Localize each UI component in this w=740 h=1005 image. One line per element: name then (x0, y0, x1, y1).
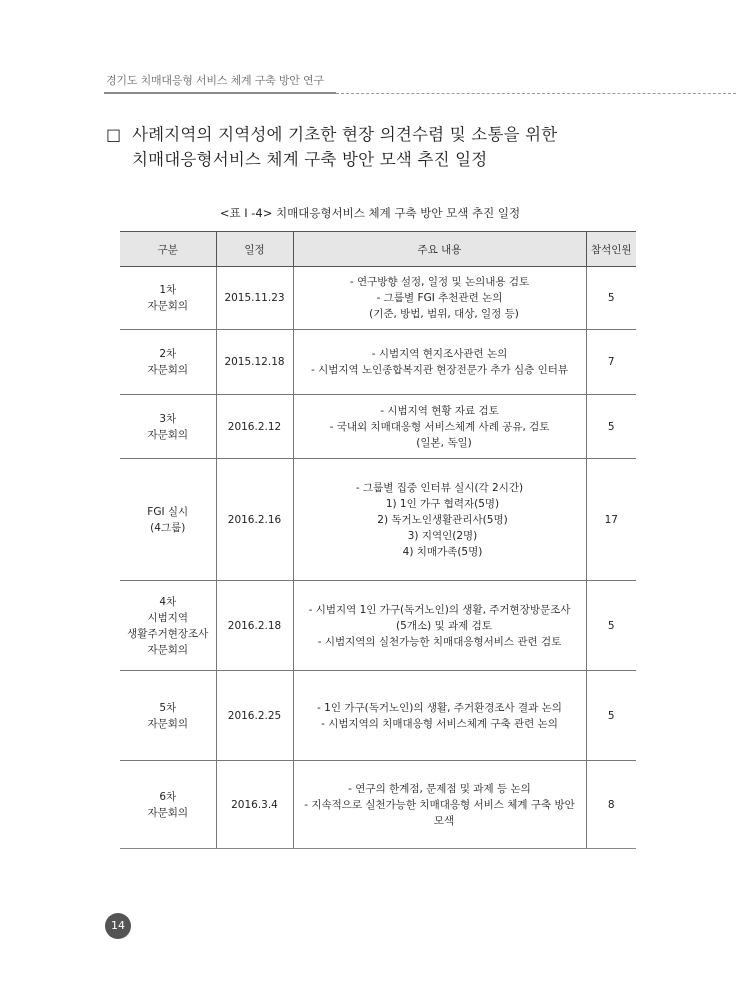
content-line: (기준, 방법, 범위, 대상, 일정 등) (369, 308, 519, 320)
header-content: 주요 내용 (293, 232, 586, 267)
table-caption: <표 Ⅰ -4> 치매대응형서비스 체계 구축 방안 모색 추진 일정 (219, 206, 521, 220)
header-date: 일정 (216, 232, 293, 267)
category-line: 시범지역 (147, 611, 189, 624)
category-line: 3차 (159, 412, 177, 425)
content-line: 모색 (433, 814, 455, 827)
table-header-row (120, 232, 636, 267)
attendees-cell: 7 (586, 330, 636, 395)
content-cell (293, 330, 586, 395)
content-line: (5개소) 및 과제 검토 (396, 619, 492, 632)
table-row (120, 330, 636, 395)
category-cell (120, 267, 216, 330)
table-row (120, 459, 636, 581)
category-line: 자문회의 (147, 300, 189, 312)
category-line: 생활주거현장조사 (127, 627, 209, 640)
date-cell: 2016.2.12 (216, 395, 293, 459)
table-row (120, 267, 636, 330)
category-cell (120, 330, 216, 395)
category-line: 1차 (159, 284, 177, 296)
date-cell: 2015.11.23 (216, 267, 293, 330)
category-cell (120, 581, 216, 671)
content-line: 1) 1인 가구 협력자(5명) (385, 497, 500, 510)
header-attendees: 참석인원 (586, 232, 636, 267)
content-cell (293, 267, 586, 330)
content-line: - 연구의 한계점, 문제점 및 과제 등 논의 (348, 782, 531, 795)
category-line: (4그룹) (150, 521, 186, 534)
attendees-cell: 5 (586, 395, 636, 459)
header-rule (104, 92, 336, 94)
content-cell (293, 581, 586, 671)
header-category: 구분 (120, 232, 216, 267)
content-line: - 그룹별 FGI 추천관련 논의 (376, 292, 503, 304)
content-line: 2) 독거노인생활관리사(5명) (377, 513, 508, 526)
category-cell (120, 761, 216, 849)
content-line: - 시범지역 1인 가구(독거노인)의 생활, 주거현장방문조사 (308, 603, 571, 616)
section-heading (106, 122, 646, 172)
square-bullet-icon: □ (106, 125, 122, 144)
section-title: 사례지역의 지역성에 기초한 현장 의견수렴 및 소통을 위한 치매대응형서비스 체계 구축 방안 모색 추진 일정 (132, 125, 558, 169)
content-cell (293, 395, 586, 459)
content-line: - 1인 가구(독거노인)의 생활, 주거환경조사 결과 논의 (317, 701, 562, 714)
table-row (120, 395, 636, 459)
category-cell (120, 459, 216, 581)
content-line: 3) 지역인(2명) (407, 529, 478, 542)
content-cell (293, 671, 586, 761)
table-row (120, 581, 636, 671)
date-cell: 2016.2.18 (216, 581, 293, 671)
content-line: - 국내외 치매대응형 서비스체계 사례 공유, 검토 (329, 420, 550, 433)
attendees-cell: 5 (586, 267, 636, 330)
category-line: 자문회의 (147, 643, 189, 656)
category-line: 자문회의 (147, 717, 189, 730)
content-line: - 그룹별 집중 인터뷰 실시(각 2시간) (355, 481, 524, 494)
content-line: - 시범지역의 치매대응형 서비스체계 구축 관련 논의 (321, 717, 558, 730)
category-cell (120, 671, 216, 761)
category-line: FGI 실시 (147, 505, 189, 518)
date-cell: 2016.2.16 (216, 459, 293, 581)
category-line: 5차 (159, 701, 177, 714)
schedule-table (120, 231, 636, 849)
date-cell: 2016.2.25 (216, 671, 293, 761)
category-line: 6차 (159, 790, 177, 803)
content-cell (293, 761, 586, 849)
content-line: - 시범지역 현지조사관련 논의 (371, 348, 508, 360)
category-line: 자문회의 (147, 364, 189, 376)
table-row (120, 761, 636, 849)
attendees-cell: 5 (586, 581, 636, 671)
content-line: - 시범지역 현황 자료 검토 (380, 404, 499, 417)
content-line: - 시범지역의 실천가능한 치매대응형서비스 관련 검토 (317, 635, 562, 648)
attendees-cell: 17 (586, 459, 636, 581)
running-header: 경기도 치매대응형 서비스 체계 구축 방안 연구 (106, 74, 324, 87)
category-line: 자문회의 (147, 806, 189, 819)
category-line: 자문회의 (147, 428, 189, 441)
page-number-badge: 14 (105, 913, 131, 939)
category-cell (120, 395, 216, 459)
attendees-cell: 8 (586, 761, 636, 849)
header-dashed-rule (336, 93, 736, 94)
content-line: (일본, 독일) (416, 436, 472, 449)
content-line: - 연구방향 설정, 일정 및 논의내용 검토 (349, 276, 530, 288)
date-cell: 2016.3.4 (216, 761, 293, 849)
content-line: - 지속적으로 실천가능한 치매대응형 서비스 체계 구축 방안 (304, 798, 575, 811)
category-line: 2차 (159, 348, 177, 360)
attendees-cell: 5 (586, 671, 636, 761)
category-line: 4차 (159, 595, 177, 608)
date-cell: 2015.12.18 (216, 330, 293, 395)
content-line: - 시범지역 노인종합복지관 현장전문가 추가 심층 인터뷰 (310, 364, 569, 376)
content-cell (293, 459, 586, 581)
content-line: 4) 치매가족(5명) (402, 545, 483, 558)
table-row (120, 671, 636, 761)
